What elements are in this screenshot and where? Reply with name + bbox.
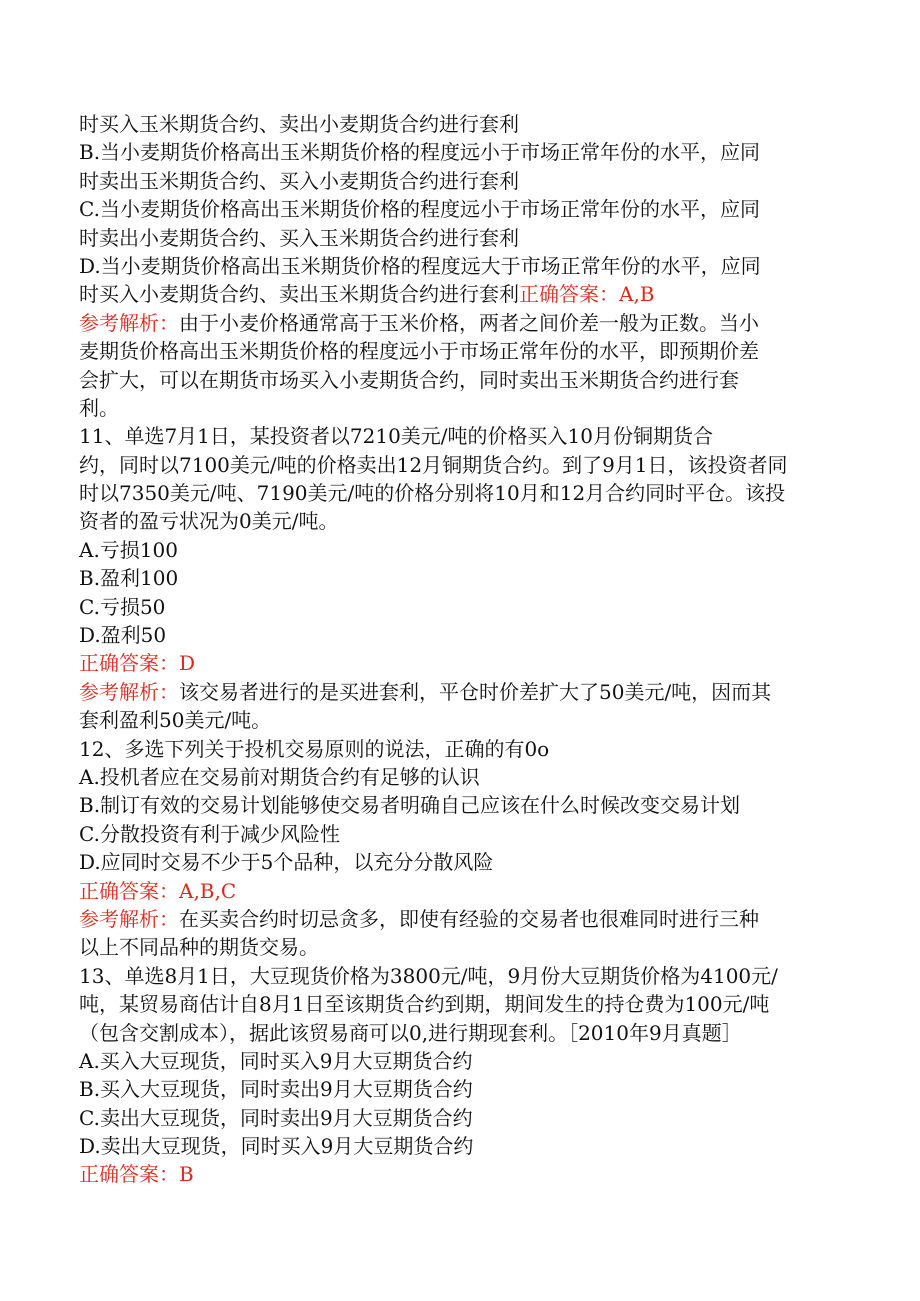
explanation-line-1 bbox=[79, 309, 849, 337]
question-13-line-2 bbox=[79, 990, 849, 1018]
option-a-continuation bbox=[79, 110, 849, 138]
q12-explanation-line-2 bbox=[79, 933, 849, 961]
q11-option-a bbox=[79, 536, 849, 564]
option-d-line-2 bbox=[79, 280, 849, 308]
text-run: 时买入小麦期货合约、卖出玉米期货合约进行套利 bbox=[79, 282, 519, 307]
text-run: 利。 bbox=[79, 395, 119, 420]
option-c-line-2 bbox=[79, 224, 849, 252]
q12-option-d bbox=[79, 848, 849, 876]
text-run: 由于小麦价格通常高于玉米价格，两者之间价差一般为正数。当小 bbox=[179, 310, 759, 335]
q13-option-a bbox=[79, 1047, 849, 1075]
explanation-label: 参考解析： bbox=[79, 310, 179, 335]
option-b-line-1 bbox=[79, 138, 849, 166]
explanation-line-3 bbox=[79, 366, 849, 394]
q11-correct-answer bbox=[79, 649, 849, 677]
q12-option-a bbox=[79, 763, 849, 791]
q12-option-c bbox=[79, 820, 849, 848]
option-c-line-1 bbox=[79, 195, 849, 223]
text-run: 吨，某贸易商估计自8月1日至该期货合约到期，期间发生的持仓费为100元/吨 bbox=[79, 992, 770, 1017]
q13-correct-answer bbox=[79, 1160, 849, 1188]
correct-answer: 正确答案：A,B,C bbox=[79, 878, 237, 903]
text-run: A.买入大豆现货，同时买入9月大豆期货合约 bbox=[79, 1048, 473, 1073]
text-run: 时卖出玉米期货合约、买入小麦期货合约进行套利 bbox=[79, 168, 519, 193]
text-run: C.分散投资有利于减少风险性 bbox=[79, 821, 340, 846]
q13-option-c bbox=[79, 1104, 849, 1132]
text-run: 约，同时以7100美元/吨的价格卖出12月铜期货合约。到了9月1日，该投资者同 bbox=[79, 452, 788, 477]
question-13-line-3 bbox=[79, 1019, 849, 1047]
text-run: 以上不同品种的期货交易。 bbox=[79, 935, 319, 960]
text-run: C.亏损50 bbox=[79, 594, 166, 619]
text-run: 12、多选下列关于投机交易原则的说法，正确的有0o bbox=[79, 736, 550, 761]
correct-answer: 正确答案：B bbox=[79, 1162, 194, 1187]
text-run: 麦期货价格高出玉米期货价格的程度远小于市场正常年份的水平，即预期价差 bbox=[79, 339, 759, 364]
q11-option-c bbox=[79, 593, 849, 621]
question-13-line-1 bbox=[79, 962, 849, 990]
text-run: A.亏损100 bbox=[79, 537, 178, 562]
text-run: 会扩大，可以在期货市场买入小麦期货合约，同时卖出玉米期货合约进行套 bbox=[79, 367, 739, 392]
text-run: B.盈利100 bbox=[79, 566, 179, 591]
correct-answer: 正确答案：A,B bbox=[519, 282, 655, 307]
text-run: 时卖出小麦期货合约、买入玉米期货合约进行套利 bbox=[79, 225, 519, 250]
text-run: B.当小麦期货价格高出玉米期货价格的程度远小于市场正常年份的水平，应同 bbox=[79, 140, 761, 165]
q12-correct-answer bbox=[79, 877, 849, 905]
text-run: D.当小麦期货价格高出玉米期货价格的程度远大于市场正常年份的水平，应同 bbox=[79, 253, 761, 278]
option-b-line-2 bbox=[79, 167, 849, 195]
q11-option-b bbox=[79, 564, 849, 592]
q12-option-b bbox=[79, 791, 849, 819]
explanation-label: 参考解析： bbox=[79, 679, 179, 704]
text-run: B.制订有效的交易计划能够使交易者明确自己应该在什么时候改变交易计划 bbox=[79, 793, 741, 818]
q11-explanation-line-1 bbox=[79, 678, 849, 706]
text-run: 13、单选8月1日，大豆现货价格为3800元/吨，9月份大豆期货价格为4100元/ bbox=[79, 963, 778, 988]
explanation-line-2 bbox=[79, 337, 849, 365]
q13-option-b bbox=[79, 1075, 849, 1103]
question-11-line-2 bbox=[79, 451, 849, 479]
q12-explanation-line-1 bbox=[79, 905, 849, 933]
explanation-line-4 bbox=[79, 394, 849, 422]
text-run: A.投机者应在交易前对期货合约有足够的认识 bbox=[79, 764, 480, 789]
question-11-line-4 bbox=[79, 507, 849, 535]
question-11-line-3 bbox=[79, 479, 849, 507]
text-run: 在买卖合约时切忌贪多，即使有经验的交易者也很难同时进行三种 bbox=[179, 906, 759, 931]
text-run: 时买入玉米期货合约、卖出小麦期货合约进行套利 bbox=[79, 112, 519, 136]
q11-explanation-line-2 bbox=[79, 706, 849, 734]
text-run: D.应同时交易不少于5个品种，以充分分散风险 bbox=[79, 850, 494, 875]
text-run: 套利盈利50美元/吨。 bbox=[79, 708, 272, 733]
text-run: D.卖出大豆现货，同时买入9月大豆期货合约 bbox=[79, 1134, 474, 1159]
correct-answer: 正确答案：D bbox=[79, 651, 196, 676]
text-run: 该交易者进行的是买进套利，平仓时价差扩大了50美元/吨，因而其 bbox=[179, 679, 772, 704]
q11-option-d bbox=[79, 621, 849, 649]
text-run: （包含交割成本），据此该贸易商可以0,进行期现套利。［2010年9月真题］ bbox=[79, 1020, 742, 1045]
text-run: 资者的盈亏状况为0美元/吨。 bbox=[79, 509, 339, 534]
explanation-label: 参考解析： bbox=[79, 906, 179, 931]
q13-option-d bbox=[79, 1132, 849, 1160]
question-12-line-1 bbox=[79, 735, 849, 763]
text-run: C.当小麦期货价格高出玉米期货价格的程度远小于市场正常年份的水平，应同 bbox=[79, 197, 760, 222]
text-run: 时以7350美元/吨、7190美元/吨的价格分别将10月和12月合约同时平仓。该投 bbox=[79, 481, 786, 506]
question-11-line-1 bbox=[79, 422, 849, 450]
text-run: C.卖出大豆现货，同时卖出9月大豆期货合约 bbox=[79, 1105, 473, 1130]
text-run: D.盈利50 bbox=[79, 623, 167, 648]
document-page bbox=[79, 110, 849, 1189]
text-run: 11、单选7月1日，某投资者以7210美元/吨的价格买入10月份铜期货合 bbox=[79, 424, 713, 449]
text-run: B.买入大豆现货，同时卖出9月大豆期货合约 bbox=[79, 1077, 473, 1102]
option-d-line-1 bbox=[79, 252, 849, 280]
